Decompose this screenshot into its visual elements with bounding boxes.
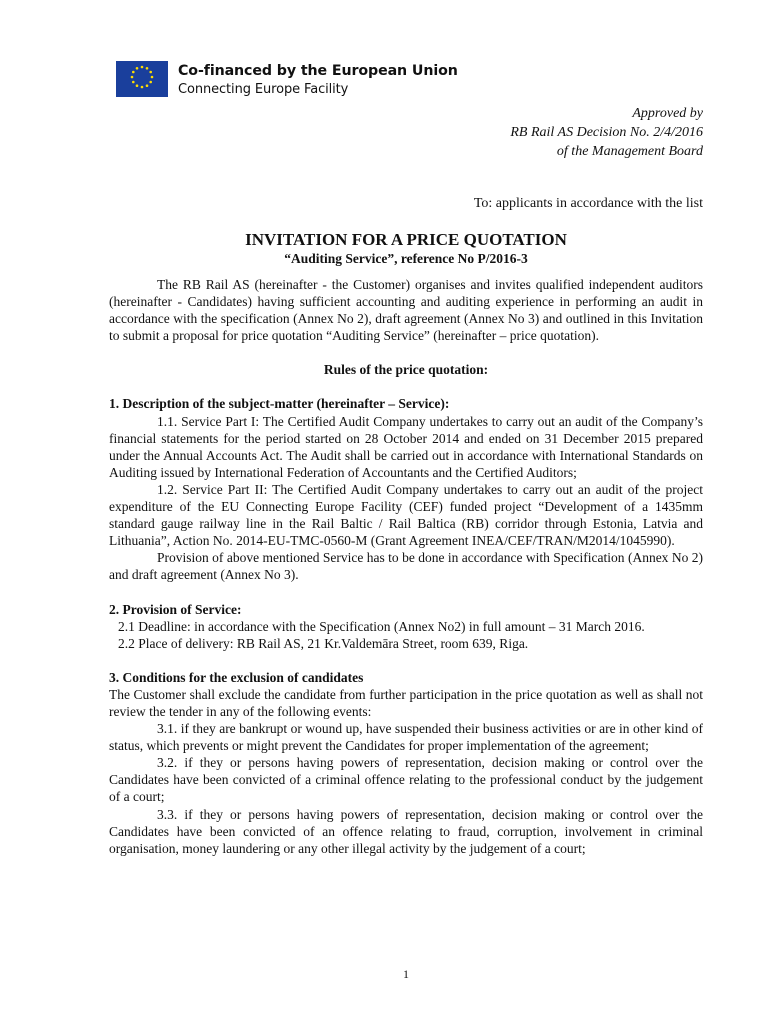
document-subtitle: “Auditing Service”, reference No P/2016-3 [284, 251, 528, 266]
section-3-item: 3.1. if they are bankrupt or wound up, have suspended their business activities or are in other kind of status, which prevents or might prevent the Candidates for proper implementation of the agreement; [109, 721, 703, 754]
section-1-item: 1.1. Service Part I: The Certified Audit Company undertakes to carry out an audit of the Company’s financial statements for the period started on 28 October 2014 and ended on 31 December 2015 prepared under the Annual Accounts Act. The Audit shall be carried out in accordance with International Standards on Auditing issued by International Federation of Accountants and the Certified Auditors; [109, 413, 703, 480]
document-title: INVITATION FOR A PRICE QUOTATION [245, 230, 567, 249]
logo-text [178, 61, 458, 99]
rules-heading: Rules of the price quotation: [323, 362, 489, 378]
section-3-item: 3.3. if they or persons having powers of representation, decision making or control over the Candidates have been convicted of an offence relating to fraud, corruption, involvement in criminal organisation, money laundering or any other illegal activity by the judgement of a court; [109, 806, 703, 856]
document-body [109, 276, 703, 857]
eu-flag-icon [116, 61, 168, 97]
section-1-item: 1.2. Service Part II: The Certified Audit Company undertakes to carry out an audit of the project expenditure of the EU Connecting Europe Facility (CEF) funded project “Development of a 1435mm standard gauge railway line in the Rail Baltic / Rail Baltica (RB) corridor through Estonia, Latvia and Lithuania”, Action No. 2014-EU-TMC-0560-M (Grant Agreement INEA/CEF/TRAN/M2014/1045990). [109, 481, 703, 549]
section-1-item: Provision of above mentioned Service has to be done in accordance with Specification (Annex No 2) and draft agreement (Annex No 3). [109, 550, 703, 583]
section-1-heading: 1. Description of the subject-matter (hereinafter – Service): [109, 396, 450, 412]
section-2-item: 2.2 Place of delivery: RB Rail AS, 21 Kr.Valdemāra Street, room 639, Riga. [118, 635, 529, 651]
approval-line-1: Approved by [632, 106, 703, 121]
section-2-item: 2.1 Deadline: in accordance with the Specification (Annex No2) in full amount – 31 March 2016. [118, 618, 645, 634]
intro-paragraph: The RB Rail AS (hereinafter - the Customer) organises and invites qualified independent auditors (hereinafter - Candidates) having sufficient accounting and auditing experience in performing an audit in accordance with the specification (Annex No 2), draft agreement (Annex No 3) and outlined in this Invitation to submit a proposal for price quotation “Auditing Service” (hereinafter – price quotation). [109, 277, 703, 344]
approval-note [510, 104, 703, 161]
addressee-line: To: applicants in accordance with the list [473, 196, 703, 211]
approval-line-2: RB Rail AS Decision No. 2/4/2016 [510, 125, 703, 140]
eu-cofinancing-logo [116, 61, 458, 101]
approval-line-3: of the Management Board [556, 144, 703, 159]
section-2-heading: 2. Provision of Service: [109, 601, 242, 617]
section-3-intro: The Customer shall exclude the candidate from further participation in the price quotation as well as shall not review the tender in any of the following events: [109, 686, 703, 719]
logo-line-1: Co-financed by the European Union [178, 63, 458, 79]
section-3-item: 3.2. if they or persons having powers of representation, decision making or control over the Candidates have been convicted of a criminal offence relating to the professional conduct by the judgement of a court; [109, 755, 703, 805]
page-number: 1 [403, 967, 409, 981]
logo-line-2: Connecting Europe Facility [178, 82, 349, 97]
section-3-heading: 3. Conditions for the exclusion of candidates [109, 669, 364, 685]
